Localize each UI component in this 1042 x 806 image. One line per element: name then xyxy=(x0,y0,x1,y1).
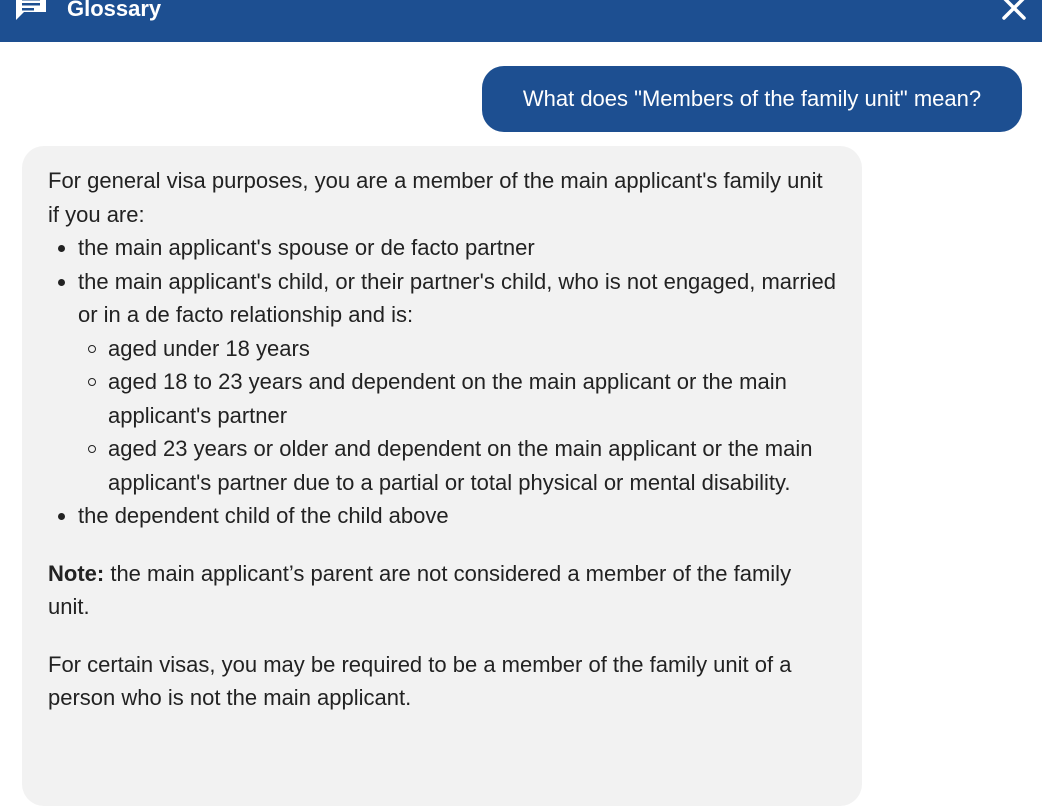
chat-icon xyxy=(14,0,48,20)
child-conditions-list xyxy=(78,332,838,500)
spacer xyxy=(48,624,838,648)
sub-list-item xyxy=(108,332,838,366)
spacer xyxy=(48,533,838,557)
header-title: Glossary xyxy=(67,0,162,21)
note-text: the main applicant’s parent are not considered a member of the family unit. xyxy=(48,560,792,619)
list-item xyxy=(78,499,838,533)
bot-message-bubble xyxy=(22,146,862,806)
sub-list-item-text: aged under 18 years xyxy=(108,335,310,361)
list-item xyxy=(78,231,838,265)
sub-list-item-text: aged 18 to 23 years and dependent on the main applicant or the main applicant's partner xyxy=(108,369,787,428)
list-item-text: the main applicant's child, or their partner's child, who is not engaged, married or in a de facto relationship and is: xyxy=(78,268,837,327)
user-message-text: What does "Members of the family unit" mean? xyxy=(522,86,982,111)
sub-list-item xyxy=(108,432,838,499)
sub-list-item-text: aged 23 years or older and dependent on the main applicant or the main applicant's partner due to a partial or total physical or mental disability. xyxy=(108,436,813,495)
list-item xyxy=(78,265,838,500)
closing-paragraph: For certain visas, you may be required to be a member of the family unit of a person who is not the main applicant. xyxy=(48,651,792,710)
sub-list-item xyxy=(108,365,838,432)
note-label: Note: xyxy=(48,560,105,586)
user-message-bubble xyxy=(482,66,1022,132)
close-icon[interactable] xyxy=(1000,0,1028,22)
list-item-text: the dependent child of the child above xyxy=(78,503,449,528)
note-paragraph xyxy=(48,557,838,624)
bot-intro-text: For general visa purposes, you are a member of the main applicant's family unit if you are: xyxy=(48,168,823,227)
glossary-header xyxy=(0,0,1042,42)
family-unit-list xyxy=(48,231,838,533)
list-item-text: the main applicant's spouse or de facto partner xyxy=(78,235,535,260)
